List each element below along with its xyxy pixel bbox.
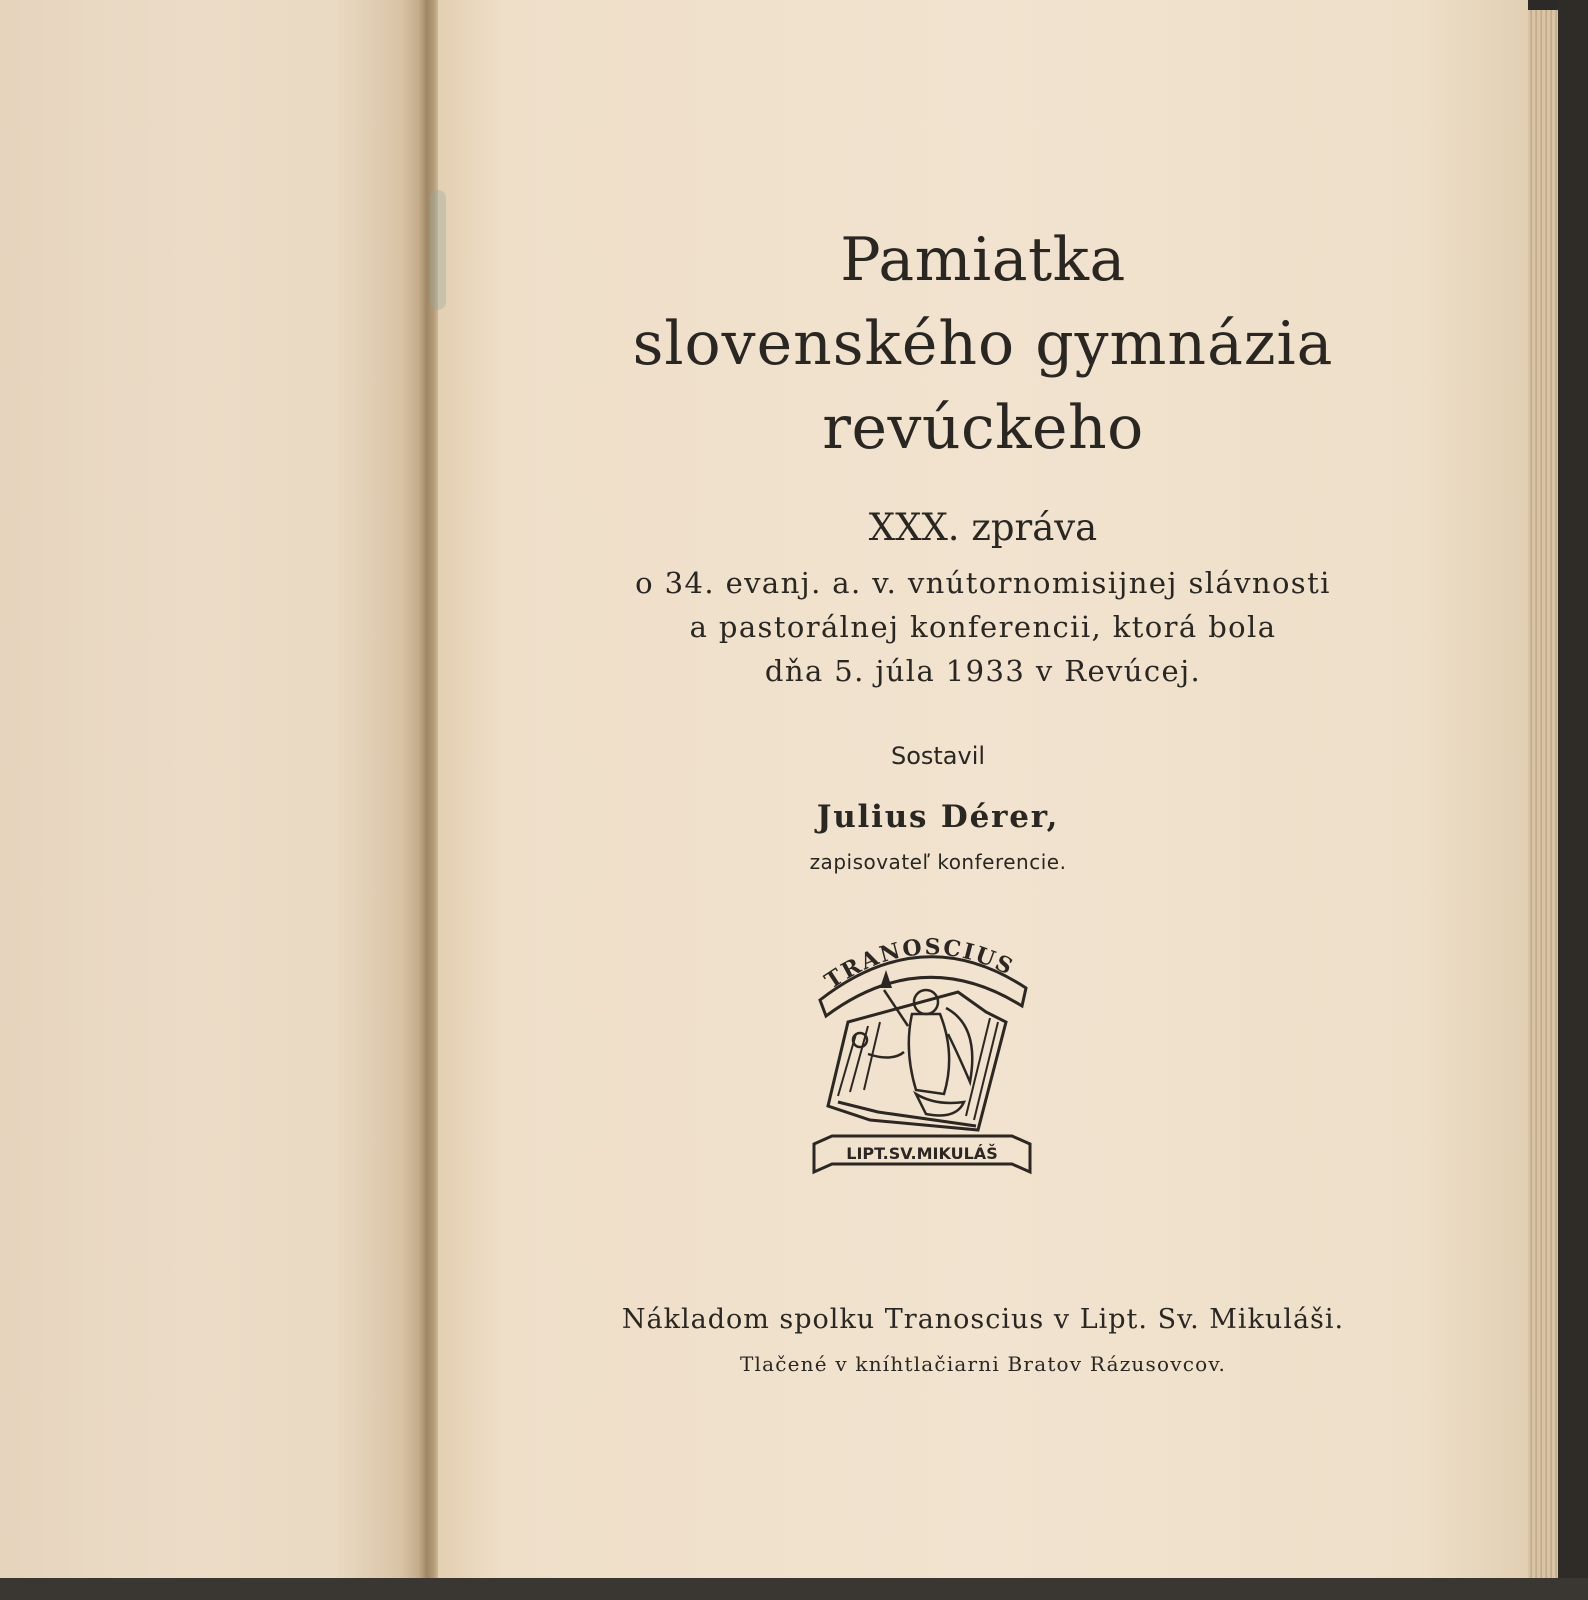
report-number: XXX. zpráva xyxy=(868,506,1098,549)
title-line-1: Pamiatka xyxy=(840,225,1126,295)
book-bottom-edge xyxy=(0,1578,1588,1600)
title-line-2: slovenského gymnázia xyxy=(632,309,1334,379)
publisher-line: Nákladom spolku Tranoscius v Lipt. Sv. Mikuláši. xyxy=(621,1304,1345,1335)
author-name: Julius Dérer, xyxy=(816,799,1060,835)
book-cover-edge xyxy=(1558,0,1588,1600)
author-role: zapisovateľ konferencie. xyxy=(809,850,1067,874)
report-description-line-2: a pastorálnej konferencii, ktorá bola xyxy=(689,610,1277,644)
left-blank-page xyxy=(0,0,430,1600)
title-line-3: revúckeho xyxy=(822,393,1144,463)
emblem-top-banner-text: TRANOSCIUS xyxy=(820,934,1019,995)
page-edges xyxy=(1528,10,1560,1590)
compiled-by-label: Sostavil xyxy=(890,742,986,770)
emblem-bottom-banner-text: LIPT.SV.MIKULÁŠ xyxy=(846,1144,998,1163)
report-description-line-1: o 34. evanj. a. v. vnútornomisijnej slávnosti xyxy=(635,566,1331,600)
report-description-line-3: dňa 5. júla 1933 v Revúcej. xyxy=(764,654,1202,688)
printer-line: Tlačené v kníhtlačiarni Bratov Rázusovcov. xyxy=(739,1352,1227,1376)
publisher-emblem xyxy=(808,930,1038,1182)
